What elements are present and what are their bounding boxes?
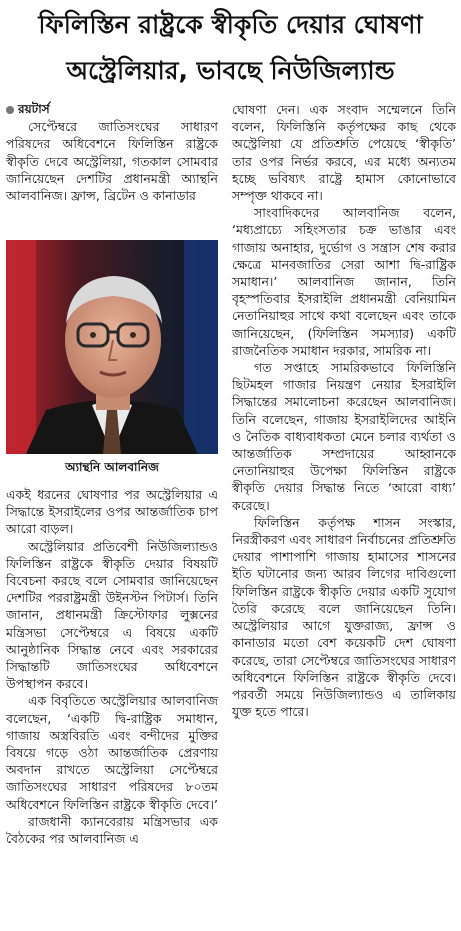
- paragraph: একই ধরনের ঘোষণার পর অস্ট্রেলিয়ার এ সিদ্ধান্তে ইসরাইলের ওপর আন্তর্জাতিক চাপ আরো বাড়ল।: [6, 487, 218, 537]
- paragraph: সেপ্টেম্বরে জাতিসংঘের সাধারণ পরিষদের অধিবেশনে ফিলিস্তিন রাষ্ট্রকে স্বীকৃতি দেবে অস্ট্রেলিয়া, গতকাল সোমবার জানিয়েছেন দেশটির প্রধানমন্ত্রী অ্যান্থনি আলবানিজ। ফ্রান্স, ব্রিটেন ও কানাডার: [6, 119, 218, 204]
- paragraph: রাজধানী ক্যানবেরায় মন্ত্রিসভার এক বৈঠকের পর আলবানিজ এ: [6, 813, 218, 847]
- source-line: [6, 101, 218, 118]
- paragraph: গত সপ্তাহে সামরিকভাবে ফিলিস্তিনি ছিটমহল গাজার নিয়ন্ত্রণ নেয়ার ইসরাইলি সিদ্ধান্তের সমালোচনা করেছেন আলবানিজ। তিনি বলেছেন, গাজায় ইসরাইলিদের আইনি ও নৈতিক বাধ্যবাধকতা মেনে চলার ব্যর্থতা ও আন্তর্জাতিক সম্প্রদায়ের আহ্বানকে নেতানিয়াহুর উপেক্ষা ফিলিস্তিন রাষ্ট্রকে স্বীকৃতি দেয়ার সিদ্ধান্ত নিতে ‘আরো বাধ্য’ করেছে।: [232, 360, 456, 513]
- paragraph: ঘোষণা দেন। এক সংবাদ সম্মেলনে তিনি বলেন, ফিলিস্তিনি কর্তৃপক্ষের কাছ থেকে অস্ট্রেলিয়া যে প্রতিশ্রুতি পেয়েছে ‘স্বীকৃতি’ তার ওপর নির্ভর করবে, এর মধ্যে অন্যতম হচ্ছে ভবিষ্যৎ রাষ্ট্রে হামাস কোনোভাবে সম্পৃক্ত থাকবে না।: [232, 102, 456, 204]
- portrait-illustration: [6, 240, 218, 454]
- article-column-right: [232, 101, 456, 720]
- headline-line-1: ফিলিস্তিন রাষ্ট্রকে স্বীকৃতি দেয়ার ঘোষণা: [38, 10, 423, 39]
- headline: [0, 0, 461, 94]
- photo-caption: অ্যান্থনি আলবানিজ: [65, 460, 159, 474]
- source-label: রয়টার্স: [18, 102, 50, 116]
- paragraph: অস্ট্রেলিয়ার প্রতিবেশী নিউজিল্যান্ডও ফিলিস্তিন রাষ্ট্রকে স্বীকৃতি দেয়ার বিষয়টি বিবেচনা করছে বলে সোমবার জানিয়েছেন দেশটির পররাষ্ট্রমন্ত্রী উইনস্টন পিটার্স। তিনি জানান, প্রধানমন্ত্রী ক্রিস্টোফার লুক্সনের মন্ত্রিসভা সেপ্টেম্বরে এ বিষয়ে একটি আনুষ্ঠানিক সিদ্ধান্ত নেবে এবং সরকারের সিদ্ধান্তটি জাতিসংঘের অধিবেশনে উপস্থাপন করবে।: [6, 538, 218, 692]
- portrait-photo: [6, 240, 218, 454]
- article-column-left-bottom: [6, 486, 218, 847]
- paragraph: সাংবাদিকদের আলবানিজ বলেন, ‘মধ্যপ্রাচ্যে সহিংসতার চক্র ভাঙার এবং গাজায় অনাহার, দুর্ভোগ ও সন্ত্রাস শেষ করার ক্ষেত্রে মানবজাতির সেরা আশা দ্বি-রাষ্ট্রিক সমাধান।’ আলবানিজ জানান, তিনি বৃহস্পতিবার ইসরাইলি প্রধানমন্ত্রী বেনিয়ামিন নেতানিয়াহুর সাথে কথা বলেছেন এবং তাকে জানিয়েছেন, (ফিলিস্তিন সমস্যার) একটি রাজনৈতিক সমাধান দরকার, সামরিক না।: [232, 205, 456, 358]
- paragraph: এক বিবৃতিতে অস্ট্রেলিয়ার আলবানিজ বলেছেন, ‘একটি দ্বি-রাষ্ট্রিক সমাধান, গাজায় অস্ত্রবিরতি এবং বন্দীদের মুক্তির বিষয়ে গড়ে ওঠা আন্তর্জাতিক প্রেরণায় অবদান রাখতে অস্ট্রেলিয়া সেপ্টেম্বরে জাতিসংঘের সাধারণ পরিষদের ৮০তম অধিবেশনে ফিলিস্তিন রাষ্ট্রকে স্বীকৃতি দেবে।’: [6, 693, 218, 812]
- bullet-dot-icon: [6, 106, 14, 114]
- headline-line-2: অস্ট্রেলিয়ার, ভাবছে নিউজিল্যান্ড: [66, 56, 395, 85]
- article-column-left-top: [6, 101, 218, 204]
- paragraph: ফিলিস্তিন কর্তৃপক্ষ শাসন সংস্কার, নিরস্ত্রীকরণ এবং সাধারণ নির্বাচনের প্রতিশ্রুতি দেয়ার পাশাপাশি গাজায় হামাসের শাসনের ইতি ঘটানোর জন্য আরব লিগের দাবিগুলো ফিলিস্তিন রাষ্ট্রকে স্বীকৃতি দেয়ার একটি সুযোগ তৈরি করেছে বলে জানিয়েছেন তিনি। অস্ট্রেলিয়ার আগে যুক্তরাজ্য, ফ্রান্স ও কানাডার মতো বেশ কয়েকটি দেশ ঘোষণা করেছে, তারা সেপ্টেম্বরে জাতিসংঘের সাধারণ অধিবেশনে ফিলিস্তিন রাষ্ট্রকে স্বীকৃতি দেবে। পরবর্তী সময়ে নিউজিল্যান্ডও এ তালিকায় যুক্ত হতে পারে।: [232, 514, 456, 720]
